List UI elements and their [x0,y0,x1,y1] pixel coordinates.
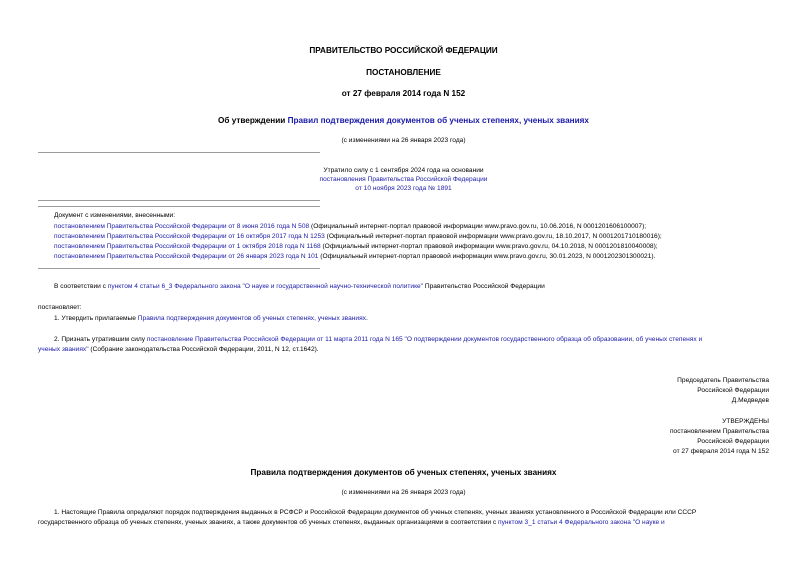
rules-paragraph-1-continued: государственного образца об ученых степенях, ученых званиях, а также документов об ученых степенях, выданных организациями в соответствии с пунктом 3_1 статьи 4 Федерального закона "О науке и [38,519,665,526]
signatory-title: Председатель Правительства [677,377,769,384]
science-law-link[interactable]: пунктом 4 статьи 6_3 Федерального закона "О науке и государственной научно-технической политике" [107,283,424,290]
expired-decree-date-link[interactable]: от 10 ноября 2023 года № 1891 [355,185,452,192]
signatory-country: Российской Федерации [697,387,769,394]
document-type: ПОСТАНОВЛЕНИЕ [366,68,441,77]
rules-link[interactable]: Правила подтверждения документов об ученых степенях, ученых званиях [137,315,366,322]
approved-label: УТВЕРЖДЕНЫ [722,418,769,425]
science-law-article-link[interactable]: пунктом 3_1 статьи 4 Федерального закона "О науке и [498,519,665,526]
divider [38,268,320,269]
rules-paragraph-1: 1. Настоящие Правила определяют порядок подтверждения выданных в РСФСР и Российской Федерации документов об ученых степенях, ученых званиях установленного в Российской Федерации или СССР [54,509,697,516]
signatory-name: Д.Медведев [731,397,769,404]
preamble: В соответствии с пунктом 4 статьи 6_3 Федерального закона "О науке и государственной научно-технической политике" Правительство Российской Федерации [54,283,545,290]
amending-decree-link[interactable]: постановлением Правительства Российской Федерации от 16 октября 2017 года N 1253 [54,233,325,240]
expired-decree-link[interactable]: постановления Правительства Российской Федерации [319,176,488,183]
approved-date: от 27 февраля 2014 года N 152 [673,448,769,455]
document-date-number: от 27 февраля 2014 года N 152 [341,89,466,98]
changes-list-item: постановлением Правительства Российской Федерации от 1 октября 2018 года N 1168 (Официальный интернет-портал правовой информации www.pravo.gov.ru, 04.10.2018, N 0001201810040008); [54,243,658,250]
changes-intro: Документ с изменениями, внесенными: [54,212,176,219]
item-2: 2. Признать утратившим силу постановление Правительства Российской Федерации от 11 марта 2011 года N 165 "О подтверждении документов государственного образца об образовании, об ученых степенях и [54,336,703,343]
item-1: 1. Утвердить прилагаемые Правила подтверждения документов об ученых степенях, ученых званиях. [54,315,368,322]
title-prefix: Об утверждении [218,116,288,125]
divider [38,152,320,153]
approved-country: Российской Федерации [697,438,769,445]
rules-heading: Правила подтверждения документов об ученых степенях, ученых званиях [250,468,557,477]
repealed-decree-link[interactable]: постановление Правительства Российской Федерации от 11 марта 2011 года N 165 "О подтверждении документов государственного образца об образовании, об ученых степенях и [146,336,703,343]
amendment-note: (с изменениями на 26 января 2023 года) [341,137,466,144]
changes-list-item: постановлением Правительства Российской Федерации от 26 января 2023 года N 101 (Официальный интернет-портал правовой информации www.pravo.gov.ru, 30.01.2023, N 0001202301300021). [54,253,656,260]
expired-line-1: Утратило силу с 1 сентября 2024 года на основании [323,167,484,174]
item-2-continued: ученых званиях" (Собрание законодательства Российской Федерации, 2011, N 12, ст.1642). [38,346,319,353]
document-title [0,116,807,126]
rules-amendment-note: (с изменениями на 26 января 2023 года) [341,489,466,496]
divider [38,206,320,207]
government-heading: ПРАВИТЕЛЬСТВО РОССИЙСКОЙ ФЕДЕРАЦИИ [309,46,498,55]
changes-list-item: постановлением Правительства Российской Федерации от 8 июня 2016 года N 508 (Официальный интернет-портал правовой информации www.pravo.gov.ru, 10.06.2016, N 0001201606100007); [54,223,647,230]
amending-decree-link[interactable]: постановлением Правительства Российской Федерации от 26 января 2023 года N 101 [54,253,319,260]
rules-title-link[interactable]: Правил подтверждения документов об ученых степенях, ученых званиях [287,116,589,125]
divider [38,200,320,201]
repealed-decree-link-end[interactable]: ученых званиях" [38,346,89,353]
amending-decree-link[interactable]: постановлением Правительства Российской Федерации от 8 июня 2016 года N 508 [54,223,310,230]
amending-decree-link[interactable]: постановлением Правительства Российской Федерации от 1 октября 2018 года N 1168 [54,243,321,250]
changes-list-item: постановлением Правительства Российской Федерации от 16 октября 2017 года N 1253 (Официальный интернет-портал правовой информации www.pravo.gov.ru, 18.10.2017, N 0001201710180016); [54,233,662,240]
approved-by: постановлением Правительства [669,428,769,435]
decides-word: постановляет: [38,304,82,311]
